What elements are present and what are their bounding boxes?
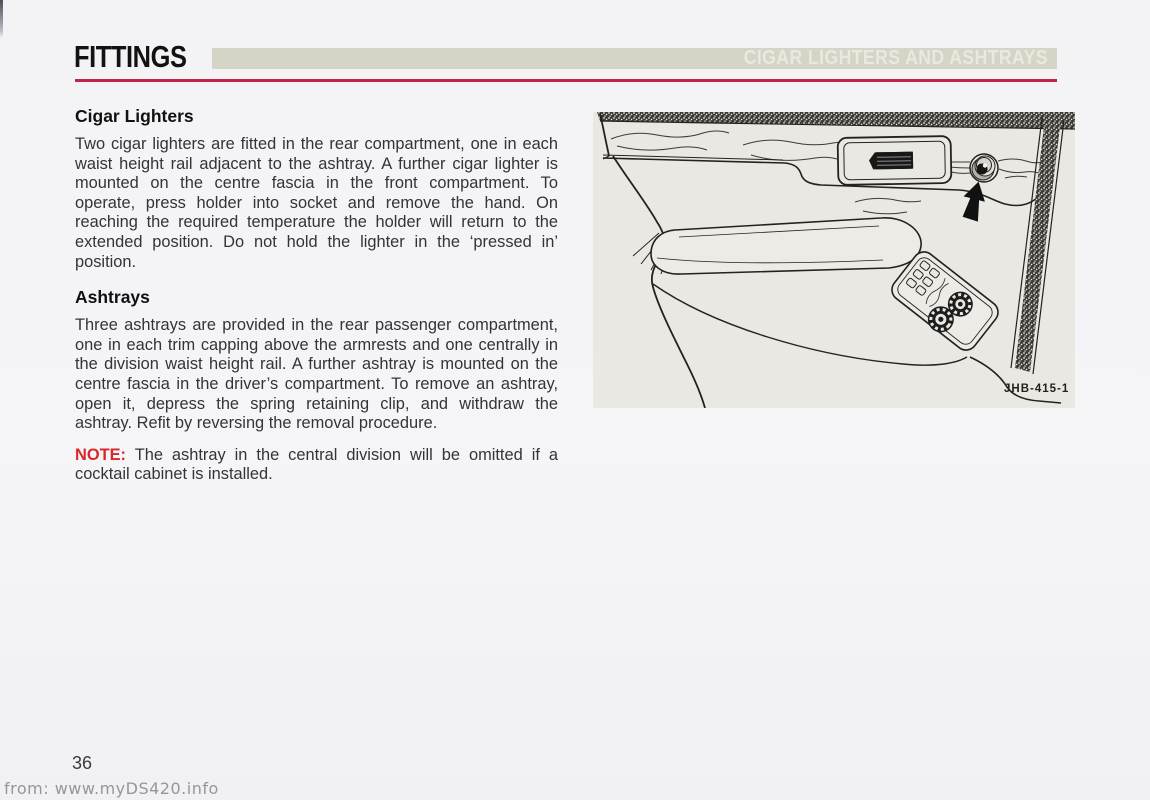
scan-artifact [0, 0, 3, 38]
section-header-bar [212, 48, 1057, 69]
door-trim-illustration [593, 112, 1075, 408]
ashtray-handle [869, 152, 913, 170]
note-paragraph [75, 446, 558, 485]
figure-reference-code: JHB-415-1 [1004, 383, 1070, 395]
text-column [75, 106, 558, 497]
page-number: 36 [72, 753, 93, 773]
note-text: The ashtray in the central division will be omitted if a cocktail cabinet is installed. [75, 445, 558, 484]
source-watermark: from: www.myDS420.info [4, 779, 219, 798]
section-body-ashtrays: Three ashtrays are provided in the rear passenger compartment, one in each trim capping above the armrests and one centrally in the division waist height rail. A further ashtray is mounted on the centre fascia in the driver’s compartment. To remove an ashtray, open it, depress the spring retaining clip, and withdraw the ashtray. Refit by reversing the removal procedure. [75, 316, 558, 433]
note-label: NOTE: [75, 445, 126, 464]
header-rule [75, 79, 1057, 82]
page-title: FITTINGS [74, 39, 187, 74]
ashtray-panel [838, 136, 952, 185]
cigar-lighter-knob [970, 154, 998, 182]
section-header-label: CIGAR LIGHTERS AND ASHTRAYS [743, 47, 1049, 69]
section-heading-cigar-lighters: Cigar Lighters [75, 106, 194, 126]
section-body-cigar-lighters: Two cigar lighters are fitted in the rear compartment, one in each waist height rail adjacent to the ashtray. A further cigar lighter is mounted on the centre fascia in the front compartment. To operate, press holder into socket and remove the hand. On reaching the required temperature the holder will return to the extended position. Do not hold the lighter in the ‘pressed in’ position. [75, 135, 558, 271]
section-heading-ashtrays: Ashtrays [75, 287, 150, 308]
